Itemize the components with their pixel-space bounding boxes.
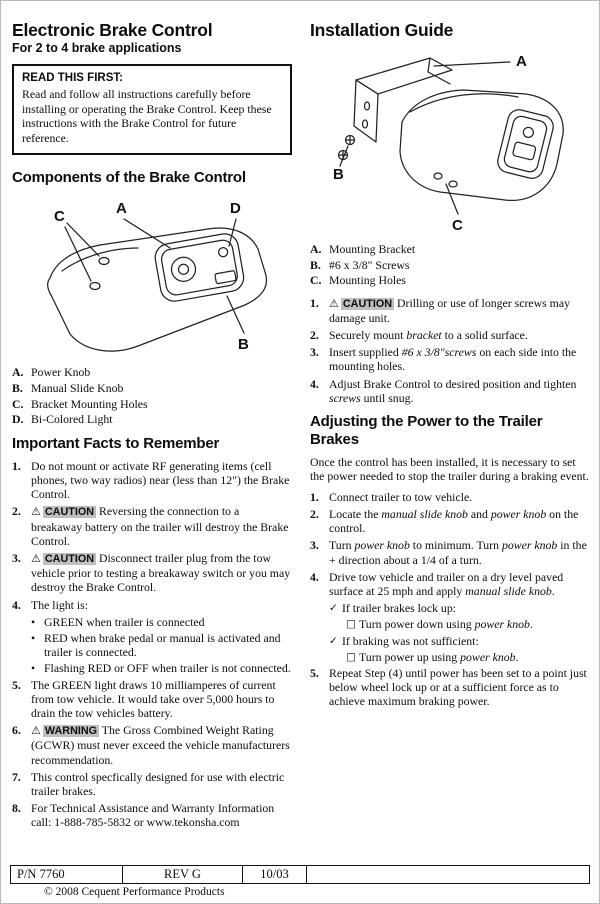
text-run: Turn [329, 538, 355, 553]
text-run: Do not mount or activate RF generating items (cell phones, two way radios) near (less than 12") the Brake Control. [31, 458, 290, 502]
list-item [310, 273, 592, 287]
item-text [329, 328, 592, 342]
text-run: Bi-Colored Light [31, 412, 113, 427]
item-marker: 3. [310, 345, 319, 360]
item-text [31, 598, 292, 612]
bullet-text: Flashing RED or OFF when trailer is not connected. [44, 661, 291, 676]
list-item [12, 412, 292, 426]
list-item [310, 570, 592, 598]
item-marker: 7. [12, 769, 21, 784]
warning-triangle-icon: ⚠ [31, 551, 41, 565]
item-text [329, 666, 592, 709]
page-subtitle: For 2 to 4 brake applications [12, 41, 182, 55]
list-item [310, 328, 592, 342]
warning-triangle-icon: ⚠ [329, 296, 339, 310]
text-run: Adjust Brake Control to desired position and tighten [329, 376, 577, 391]
checkbox-icon: □ [346, 650, 356, 663]
list-item [12, 504, 292, 548]
item-text [31, 365, 292, 379]
item-marker: 1. [12, 458, 21, 473]
sub-item [346, 650, 592, 664]
components-figure [12, 193, 292, 361]
text-run: power knob [490, 507, 547, 522]
item-marker: A. [12, 365, 24, 380]
installation-heading: Installation Guide [310, 20, 454, 40]
left-column [12, 20, 292, 838]
diagram-label-c: C [54, 208, 65, 226]
bullet-icon: • [31, 630, 36, 645]
text-run: to minimum. Turn [409, 538, 502, 553]
text-run: The GREEN light draws 10 milliamperes of current from tow vehicle. It would take over 5,000 hours to drain the tow vehicles battery. [31, 677, 276, 720]
part-number-strip [10, 865, 590, 884]
list-item [12, 381, 292, 395]
sub-item-text [359, 650, 592, 664]
text-run: Mounting Holes [329, 273, 407, 288]
item-marker: A. [310, 242, 322, 256]
revision: REV G [123, 866, 243, 883]
diagram-label-c: C [452, 217, 463, 234]
read-first-heading: READ THIS FIRST: [22, 72, 123, 84]
text-run: power knob [354, 538, 410, 553]
item-marker: 5. [310, 666, 319, 681]
text-run: . [551, 584, 555, 599]
warning-triangle-icon: ⚠ [31, 724, 41, 738]
facts-heading: Important Facts to Remember [12, 434, 220, 452]
text-run: The Gross Combined Weight Rating (GCWR) must never exceed the vehicle manufacturers recommendation. [31, 723, 290, 767]
text-run: to a solid surface. [441, 328, 528, 343]
item-marker: 3. [310, 538, 319, 553]
text-run: Locate the [329, 507, 382, 522]
adjusting-intro: Once the control has been installed, it is necessary to set the power needed to stop the trailer during a braking event. [310, 455, 589, 484]
text-run: Power Knob [31, 365, 91, 380]
read-this-first-box [12, 64, 292, 155]
list-item [12, 459, 292, 502]
highlighted-label: CAUTION [342, 297, 393, 310]
read-first-body: Read and follow all instructions carefully before installing or operating the Brake Control. Keep these instructions with the Brake Control for future reference. [22, 87, 272, 145]
text-run: . [529, 617, 533, 632]
checkmark-icon: ✓ [329, 602, 338, 615]
bullet-text: GREEN when trailer is connected [44, 614, 205, 629]
bullet-item [31, 661, 292, 675]
checkmark-icon: ✓ [329, 634, 338, 647]
list-item [12, 678, 292, 721]
item-text [329, 490, 592, 504]
page-footer [10, 865, 590, 899]
item-text [329, 242, 592, 256]
installation-figure [310, 42, 592, 238]
item-marker: 4. [12, 597, 21, 612]
list-item [12, 598, 292, 612]
text-run: power knob [460, 649, 516, 664]
text-run: Repeat Step (4) until power has been set to a point just below wheel lock up or at a sufficient force as to achieve maximum braking power. [329, 666, 587, 709]
list-item [310, 242, 592, 256]
text-run: For Technical Assistance and Warranty Information call: 1-888-785-5832 or www.tekonsha.com [31, 801, 275, 830]
text-run: Bracket Mounting Holes [31, 396, 148, 411]
list-item [310, 296, 592, 325]
text-run: power knob [474, 617, 530, 632]
diagram-label-a: A [516, 53, 527, 70]
text-run: #6 x 3/8"screws [401, 345, 477, 360]
right-column [310, 20, 592, 717]
list-item [310, 538, 592, 566]
item-text [31, 678, 292, 721]
text-run: Disconnect trailer plug from the tow vehicle prior to testing a breakaway switch or you may destroy the Brake Control. [31, 550, 291, 595]
components-legend [12, 365, 292, 426]
item-text [31, 397, 292, 411]
adjusting-heading: Adjusting the Power to the Trailer Brakes [310, 413, 543, 449]
item-marker: C. [12, 396, 24, 411]
list-item [310, 258, 592, 272]
text-run: on each side into the mounting holes. [329, 345, 577, 374]
diagram-label-b: B [238, 336, 249, 354]
item-marker: 2. [310, 507, 319, 522]
text-run: . [515, 649, 519, 664]
highlighted-label: WARNING [44, 725, 98, 738]
list-item [310, 490, 592, 504]
bullet-item [31, 615, 292, 629]
diagram-label-d: D [230, 200, 241, 218]
highlighted-label: CAUTION [44, 552, 95, 565]
text-run: Drive tow vehicle and trailer on a dry level paved surface at 25 mph and apply [329, 569, 564, 599]
item-text [329, 258, 592, 272]
page-title: Electronic Brake Control [12, 20, 213, 40]
list-item [310, 507, 592, 535]
item-text [31, 770, 292, 798]
sub-item-text [359, 617, 592, 631]
item-text [31, 551, 292, 595]
strip-spacer [307, 866, 589, 883]
text-run: screws [329, 390, 361, 405]
item-marker: B. [12, 381, 23, 396]
sub-item [329, 634, 592, 648]
item-text [329, 345, 592, 373]
item-text [31, 801, 292, 829]
text-run: This control specfically designed for use with electric trailer brakes. [31, 769, 285, 798]
list-item [12, 770, 292, 798]
item-text [329, 507, 592, 535]
installation-drawing [339, 58, 564, 214]
bullet-text: RED when brake pedal or manual is activated and trailer is connected. [44, 630, 281, 660]
diagram-label-a: A [116, 200, 127, 218]
text-run: bracket [406, 328, 442, 343]
text-run: Reversing the connection to a breakaway battery on the trailer will destroy the Brake Control. [31, 504, 289, 548]
brake-control-drawing [48, 219, 267, 354]
item-text [329, 296, 592, 325]
item-marker: 1. [310, 295, 319, 310]
item-marker: 3. [12, 550, 21, 565]
text-run: Manual Slide Knob [31, 381, 124, 396]
sub-item-text [342, 634, 592, 648]
list-item [12, 723, 292, 767]
text-run: on the control. [329, 507, 579, 536]
list-item [310, 345, 592, 373]
item-marker: 2. [12, 504, 21, 519]
text-run: power knob [501, 538, 558, 553]
sub-item-text [342, 601, 592, 615]
item-marker: 6. [12, 723, 21, 738]
text-run: Mounting Bracket [329, 242, 416, 256]
text-run: until snug. [360, 390, 414, 405]
text-run: Insert supplied [329, 345, 402, 360]
components-heading: Components of the Brake Control [12, 169, 246, 187]
item-text [329, 273, 592, 287]
item-marker: D. [12, 412, 24, 427]
text-run: Turn power up using [359, 649, 461, 664]
bullet-icon: • [31, 614, 36, 629]
installation-diagram [310, 42, 592, 238]
diagram-label-b: B [333, 166, 344, 183]
text-run: manual slide knob [381, 507, 468, 522]
text-run: If braking was not sufficient: [342, 633, 479, 648]
item-text [31, 459, 292, 502]
item-text [31, 723, 292, 767]
list-item [12, 365, 292, 379]
warning-triangle-icon: ⚠ [31, 505, 41, 519]
part-number: P/N 7760 [11, 866, 123, 883]
sub-item [329, 601, 592, 615]
item-text [31, 381, 292, 395]
bullet-item [31, 631, 292, 659]
item-text [329, 570, 592, 598]
item-text [31, 504, 292, 548]
item-text [329, 377, 592, 405]
installation-legend [310, 242, 592, 288]
installation-steps [310, 296, 592, 405]
list-item [310, 666, 592, 709]
sub-item [346, 617, 592, 631]
copyright-line: © 2008 Cequent Performance Products [44, 886, 225, 898]
text-run: The light is: [31, 597, 89, 612]
list-item [12, 801, 292, 829]
item-marker: 1. [310, 489, 319, 504]
text-run: #6 x 3/8" Screws [329, 257, 410, 272]
item-marker: 4. [310, 376, 319, 391]
item-marker: 2. [310, 328, 319, 343]
text-run: manual slide knob [465, 584, 552, 599]
facts-list [12, 459, 292, 830]
checkbox-icon: □ [346, 618, 356, 631]
list-item [12, 397, 292, 411]
text-run: Connect trailer to tow vehicle. [329, 489, 473, 504]
list-item [12, 551, 292, 595]
text-run: Drilling or use of longer screws may damage unit. [329, 295, 570, 325]
date: 10/03 [243, 866, 307, 883]
item-marker: 5. [12, 677, 21, 692]
text-run: and [467, 507, 491, 522]
item-marker: C. [310, 273, 322, 288]
item-marker: 4. [310, 569, 319, 584]
highlighted-label: CAUTION [44, 506, 95, 519]
adjusting-steps [310, 490, 592, 709]
text-run: Turn power down using [359, 617, 475, 632]
item-marker: B. [310, 257, 321, 272]
text-run: Securely mount [329, 328, 407, 343]
text-run: If trailer brakes lock up: [342, 601, 456, 616]
bullet-icon: • [31, 661, 36, 676]
item-marker: 8. [12, 801, 21, 816]
components-diagram [12, 193, 292, 361]
list-item [310, 377, 592, 405]
text-run: in the + direction about a 1/4 of a turn. [329, 538, 587, 567]
item-text [329, 538, 592, 566]
item-text [31, 412, 292, 426]
